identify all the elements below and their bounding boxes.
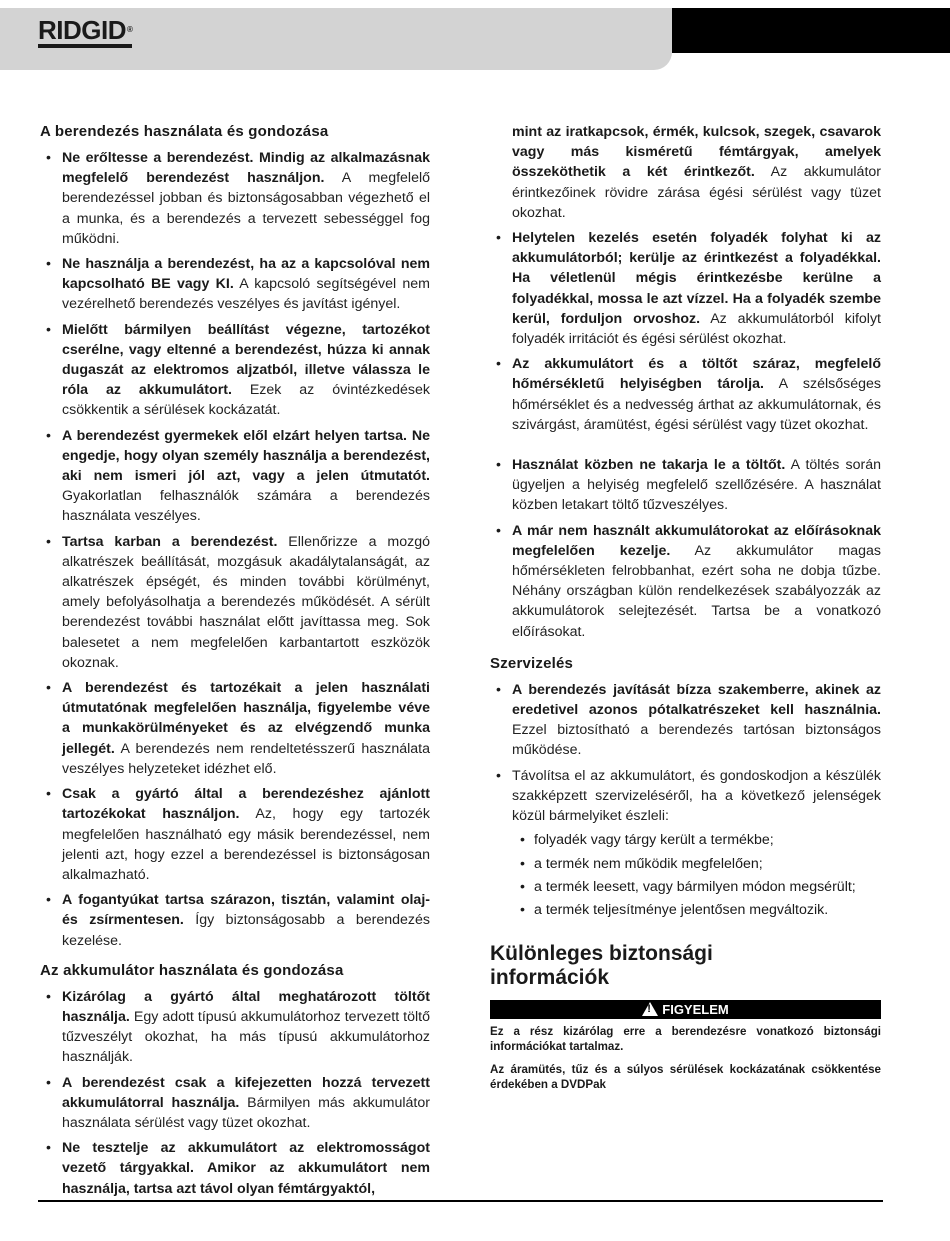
list-item: • Távolítsa el az akkumulátort, és gondoskodjon a készülék szakképzett szervizeléséről, ha a következő jelenségek közül bármelyiket észleli: • folyadék vagy tárgy került a termékbe; • a termék nem működik megfelelően; • a termék leesett, vagy bármilyen módon megsérült; • a termék teljesítménye jelentősen megváltozik. xyxy=(490,766,881,920)
list-item: • Kizárólag a gyártó által meghatározott töltőt használja. Egy adott típusú akkumulátorhoz tervezett töltő tűzveszélyt okozhat, ha más típusú akkumulátorhoz használják. xyxy=(40,987,430,1068)
list-item: • A berendezést gyermekek elől elzárt helyen tartsa. Ne engedje, hogy olyan személy használja a berendezést, aki nem ismeri jól azt, vagy a jelen útmutatót. Gyakorlatlan felhasználók számára a berendezés használata veszélyes. xyxy=(40,426,430,527)
list-item: • Ne tesztelje az akkumulátort az elektromosságot vezető tárgyakkal. Amikor az akkumulátort nem használja, tartsa azt távol olyan fémtárgyaktól, xyxy=(40,1138,430,1199)
section-title-equipment-use: A berendezés használata és gondozása xyxy=(40,123,329,140)
list-item: • Mielőtt bármilyen beállítást végezne, tartozékot cserélne, vagy eltenné a berendezést, húzza ki annak dugaszát az elektromos aljzatból, illetve válassza le róla az akkumulátort. Ezek az óvintézkedések csökkentik a sérülések kockázatát. xyxy=(40,320,430,421)
list-item: • A berendezést csak a kifejezetten hozzá tervezett akkumulátorral használja. Bármilyen más akkumulátor használata sérülést vagy tüzet okozhat. xyxy=(40,1073,430,1134)
warning-paragraph-2: Az áramütés, tűz és a súlyos sérülések kockázatának csökkentése érdekében a DVDPak xyxy=(490,1063,881,1092)
list-item: • Ne erőltesse a berendezést. Mindig az alkalmazásnak megfelelő berendezést használjon. A megfelelő berendezéssel jobban és biztonságosabban végezhető el a munka, és a berendezés a tervezett sebességgel fog működni. xyxy=(40,148,430,249)
list-item-continued: mint az iratkapcsok, érmék, kulcsok, szegek, csavarok vagy más kisméretű fémtárgyak, amelyek összeköthetik a két érintkezőt. Az akkumulátor érintkezőinek rövidre zárása égési sérülést vagy tüzet okozhat. xyxy=(512,124,882,221)
sub-list-item: • folyadék vagy tárgy került a termékbe; xyxy=(512,830,881,850)
list-item: • A már nem használt akkumulátorokat az előírásoknak megfelelően kezelje. Az akkumulátor magas hőmérsékleten felrobbanhat, ezért soha ne dobja tűzbe. Néhány országban külön rendelkezések szabályozzák az akkumulátorok selejtezését. Tartsa be a vonatkozó előírásokat. xyxy=(490,521,881,642)
special-safety-title: Különleges biztonsági információk xyxy=(490,942,713,990)
warning-triangle-icon xyxy=(642,1002,658,1016)
header-black-block xyxy=(672,8,950,53)
list-item: • Használat közben ne takarja le a töltőt. A töltés során ügyeljen a helyiség megfelelő szellőzésére. A használat közben letakart töltő tűzveszélyes. xyxy=(490,455,881,516)
battery-use-list xyxy=(40,987,430,1199)
equipment-use-list xyxy=(40,148,430,951)
ridgid-logo: RIDGID® xyxy=(38,16,132,48)
list-item: • Csak a gyártó által a berendezéshez ajánlott tartozékokat használjon. Az, hogy egy tartozék megfelelően használható egy másik berendezéssel, nem jelenti azt, hogy ezzel a berendezéssel is biztonságosan alkalmazható. xyxy=(40,784,430,885)
footer-rule xyxy=(38,1200,883,1202)
list-item: • A berendezést és tartozékait a jelen használati útmutatónak megfelelően használja, figyelembe véve a munkakörülményeket és az elvégzendő munka jellegét. A berendezés nem rendeltetésszerű használata veszélyes helyzeteket idézhet elő. xyxy=(40,678,430,779)
warning-paragraph-1: Ez a rész kizárólag erre a berendezésre vonatkozó biztonsági információkat tartalmaz. xyxy=(490,1025,881,1054)
service-list xyxy=(490,680,881,920)
list-item: • Az akkumulátort és a töltőt száraz, megfelelő hőmérsékletű helyiségben tárolja. A szélsőséges hőmérséklet és a nedvesség árthat az akkumulátornak, és szivárgást, áramütést, égési sérülést vagy tüzet okozhat. xyxy=(490,354,881,435)
list-item: • A berendezés javítását bízza szakemberre, akinek az eredetivel azonos pótalkatrészeket kell használnia. Ezzel biztosítható a berendezés tartósan biztonságos működése. xyxy=(490,680,881,761)
left-column xyxy=(40,122,430,1204)
sub-list-item: • a termék leesett, vagy bármilyen módon megsérült; xyxy=(512,877,881,897)
battery-use-list-right xyxy=(490,228,881,642)
battery-use-list-continued xyxy=(490,122,881,223)
sub-list-item: • a termék teljesítménye jelentősen megváltozik. xyxy=(512,900,881,920)
list-item: • Helytelen kezelés esetén folyadék folyhat ki az akkumulátorból; kerülje az érintkezést a folyadékkal. Ha véletlenül mégis érintkezésbe kerülne a folyadékkal, mossa le azt vízzel. Ha a folyadék szembe kerül, forduljon orvoshoz. Az akkumulátorból kifolyt folyadék irritációt és égési sérülést okozhat. xyxy=(490,228,881,349)
list-item: • Tartsa karban a berendezést. Ellenőrizze a mozgó alkatrészek beállítását, mozgásuk akadálytalanságát, az alkatrészek épségét, és minden további körülményt, amely befolyásolhatja a berendezés működését. A sérült berendezést további használat előtt javíttassa meg. Sok balesetet a nem megfelelően karbantartott eszközök okoznak. xyxy=(40,532,430,673)
service-sub-list xyxy=(512,830,881,920)
section-title-battery-use: Az akkumulátor használata és gondozása xyxy=(40,961,344,979)
warning-banner: !FIGYELEM xyxy=(490,1000,881,1019)
section-title-service: Szervizelés xyxy=(490,654,574,672)
sub-list-item: • a termék nem működik megfelelően; xyxy=(512,854,881,874)
list-item: • Ne használja a berendezést, ha az a kapcsolóval nem kapcsolható BE vagy KI. A kapcsoló segítségével nem vezérelhető berendezés veszélyes és javítást igényel. xyxy=(40,254,430,315)
list-item: • A fogantyúkat tartsa szárazon, tisztán, valamint olaj- és zsírmentesen. Így biztonságosabb a berendezés kezelése. xyxy=(40,890,430,951)
right-column xyxy=(490,122,881,1092)
